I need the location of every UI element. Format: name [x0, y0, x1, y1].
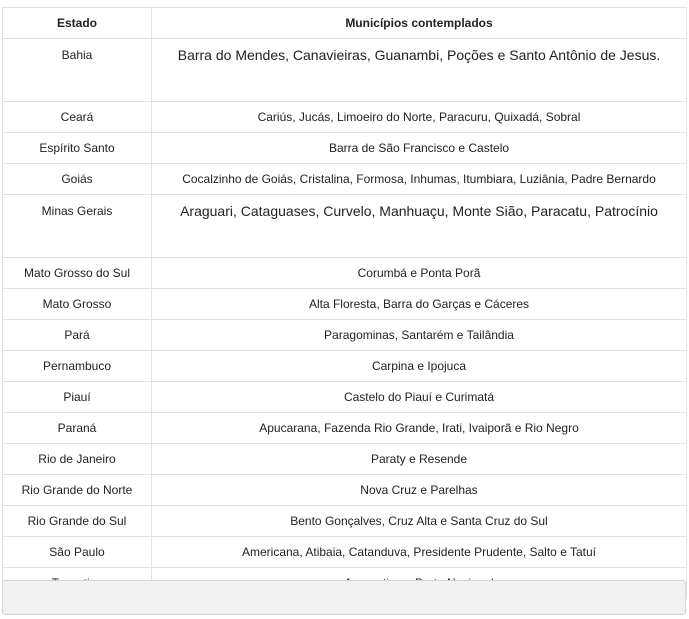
table-row [3, 320, 687, 351]
table-row [3, 258, 687, 289]
cell-municipios: Corumbá e Ponta Porã [152, 258, 687, 289]
cell-municipios: Nova Cruz e Parelhas [152, 475, 687, 506]
cell-estado: Rio Grande do Norte [3, 475, 152, 506]
cell-municipios: Cocalzinho de Goiás, Cristalina, Formosa, Inhumas, Itumbiara, Luziânia, Padre Bernardo [152, 164, 687, 195]
table-row [3, 475, 687, 506]
footer-panel [2, 580, 686, 615]
cell-municipios: Alta Floresta, Barra do Garças e Cáceres [152, 289, 687, 320]
cell-estado: Mato Grosso do Sul [3, 258, 152, 289]
cell-estado: Pará [3, 320, 152, 351]
cell-estado: São Paulo [3, 537, 152, 568]
table-row [3, 444, 687, 475]
cell-municipios: Carpina e Ipojuca [152, 351, 687, 382]
cell-estado: Bahia [3, 39, 152, 102]
table-container [2, 7, 686, 599]
cell-municipios: Araguari, Cataguases, Curvelo, Manhuaçu, Monte Sião, Paracatu, Patrocínio [152, 195, 687, 258]
cell-estado: Minas Gerais [3, 195, 152, 258]
cell-estado: Rio de Janeiro [3, 444, 152, 475]
cell-municipios: Cariús, Jucás, Limoeiro do Norte, Paracuru, Quixadá, Sobral [152, 102, 687, 133]
table-row [3, 39, 687, 102]
municipios-table [2, 7, 687, 599]
cell-municipios: Paraty e Resende [152, 444, 687, 475]
cell-estado: Pernambuco [3, 351, 152, 382]
cell-estado: Mato Grosso [3, 289, 152, 320]
cell-estado: Piauí [3, 382, 152, 413]
cell-municipios: Barra do Mendes, Canavieiras, Guanambi, Poções e Santo Antônio de Jesus. [152, 39, 687, 102]
cell-municipios: Americana, Atibaia, Catanduva, Presidente Prudente, Salto e Tatuí [152, 537, 687, 568]
table-row [3, 413, 687, 444]
table-row [3, 289, 687, 320]
cell-municipios: Paragominas, Santarém e Tailândia [152, 320, 687, 351]
cell-estado: Espírito Santo [3, 133, 152, 164]
table-row [3, 382, 687, 413]
cell-estado: Rio Grande do Sul [3, 506, 152, 537]
table-row [3, 506, 687, 537]
table-row [3, 133, 687, 164]
cell-estado: Goiás [3, 164, 152, 195]
cell-municipios: Castelo do Piauí e Curimatá [152, 382, 687, 413]
table-row [3, 102, 687, 133]
table-row [3, 164, 687, 195]
cell-estado: Paraná [3, 413, 152, 444]
table-row [3, 537, 687, 568]
table-row [3, 351, 687, 382]
cell-municipios: Barra de São Francisco e Castelo [152, 133, 687, 164]
cell-municipios: Apucarana, Fazenda Rio Grande, Irati, Ivaiporã e Rio Negro [152, 413, 687, 444]
cell-municipios: Bento Gonçalves, Cruz Alta e Santa Cruz do Sul [152, 506, 687, 537]
table-header-row [3, 8, 687, 39]
header-municipios: Municípios contemplados [152, 8, 687, 39]
cell-estado: Ceará [3, 102, 152, 133]
header-estado: Estado [3, 8, 152, 39]
table-row [3, 195, 687, 258]
